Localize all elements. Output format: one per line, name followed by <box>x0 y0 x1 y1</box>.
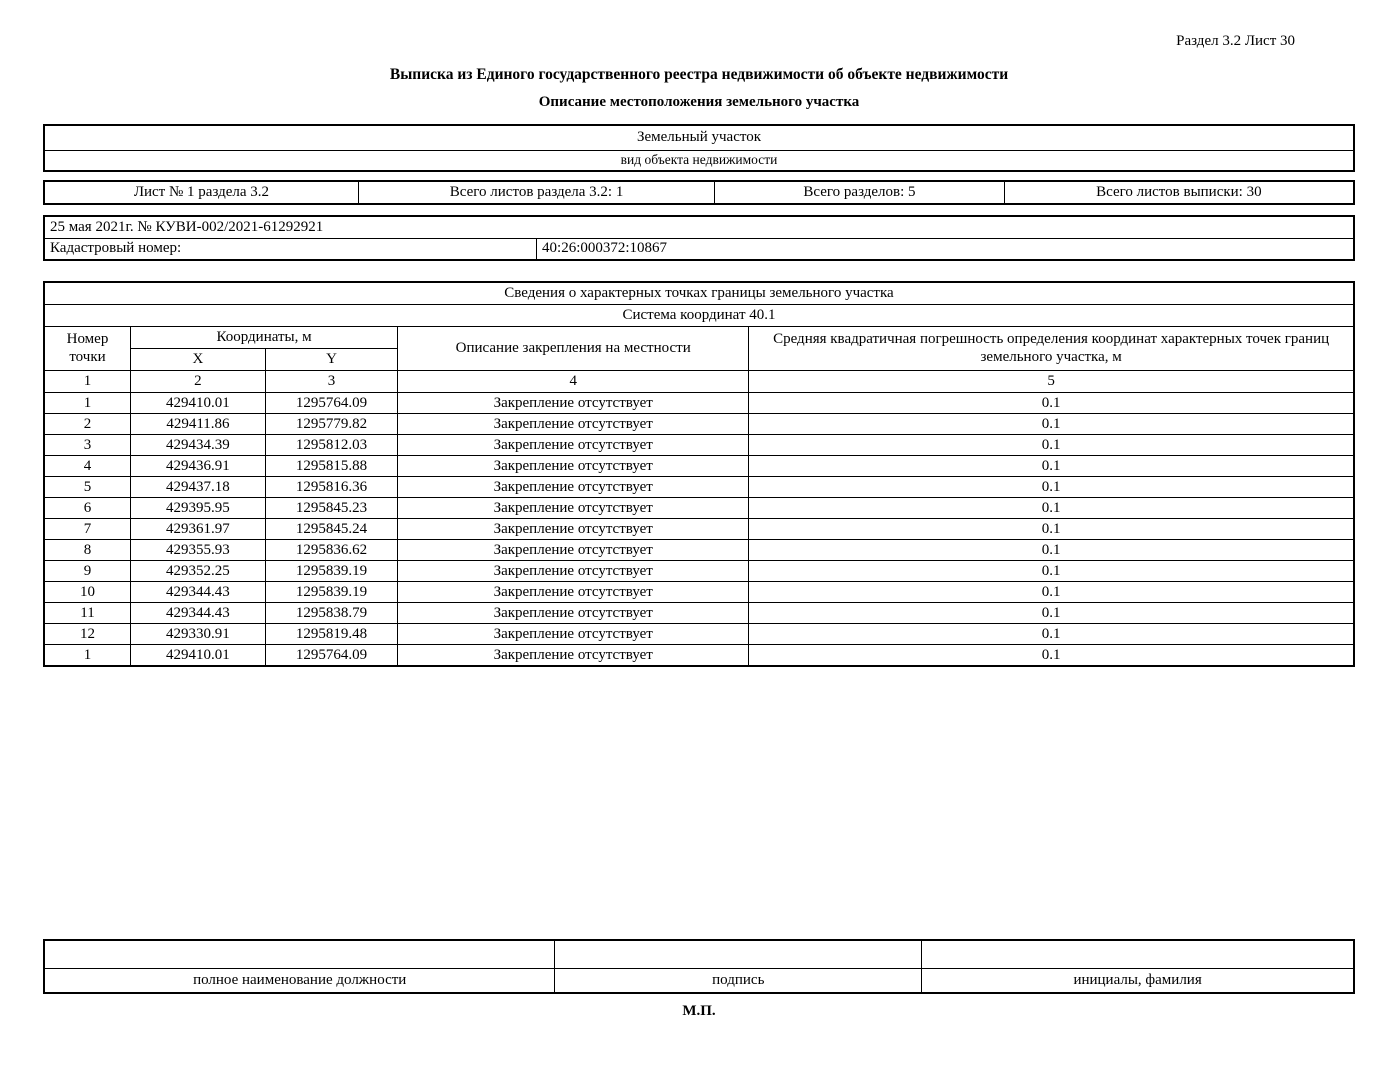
table-cell: 429410.01 <box>130 644 265 666</box>
table-cell: 1295764.09 <box>265 644 397 666</box>
position-label: полное наименование должности <box>44 969 555 993</box>
table-cell: 0.1 <box>749 539 1354 560</box>
coordinate-system-label: Система координат 40.1 <box>44 304 1354 326</box>
table-cell: 11 <box>44 602 130 623</box>
table-cell: 429344.43 <box>130 602 265 623</box>
table-cell: Закрепление отсутствует <box>398 644 749 666</box>
table-cell: 1295845.23 <box>265 497 397 518</box>
table-cell: 1295815.88 <box>265 455 397 476</box>
header-description: Описание закрепления на местности <box>398 326 749 370</box>
table-cell: 10 <box>44 581 130 602</box>
table-cell: Закрепление отсутствует <box>398 455 749 476</box>
table-cell: 0.1 <box>749 623 1354 644</box>
table-cell: 1295839.19 <box>265 581 397 602</box>
table-cell: 5 <box>44 476 130 497</box>
table-cell: 1295819.48 <box>265 623 397 644</box>
initials-label: инициалы, фамилия <box>922 969 1354 993</box>
table-cell: 1295812.03 <box>265 434 397 455</box>
table-row <box>44 602 1354 623</box>
table-cell: 0.1 <box>749 560 1354 581</box>
table-row <box>44 326 1354 348</box>
table-cell: 429344.43 <box>130 581 265 602</box>
table-cell: 1295839.19 <box>265 560 397 581</box>
table-cell: 2 <box>44 413 130 434</box>
table-cell: Закрепление отсутствует <box>398 497 749 518</box>
column-number: 3 <box>265 370 397 392</box>
cadastral-number-value: 40:26:000372:10867 <box>537 238 1354 260</box>
table-cell: 429411.86 <box>130 413 265 434</box>
table-cell: 429436.91 <box>130 455 265 476</box>
table-cell: 1 <box>44 392 130 413</box>
table-cell: 429355.93 <box>130 539 265 560</box>
table-cell: 6 <box>44 497 130 518</box>
table-cell: 4 <box>44 455 130 476</box>
column-number: 4 <box>398 370 749 392</box>
table-cell: Закрепление отсутствует <box>398 392 749 413</box>
table-cell: 8 <box>44 539 130 560</box>
table-row <box>44 434 1354 455</box>
sheet-number-cell: Лист № 1 раздела 3.2 <box>44 181 358 204</box>
table-cell: Закрепление отсутствует <box>398 518 749 539</box>
table-cell: 1295838.79 <box>265 602 397 623</box>
table-row <box>44 560 1354 581</box>
signature-table <box>43 939 1355 994</box>
points-table-title: Сведения о характерных точках границы земельного участка <box>44 282 1354 304</box>
table-cell: 0.1 <box>749 413 1354 434</box>
signature-field <box>555 940 922 969</box>
initials-field <box>922 940 1354 969</box>
table-cell: 0.1 <box>749 644 1354 666</box>
table-cell: 0.1 <box>749 602 1354 623</box>
header-coordinates: Координаты, м <box>130 326 397 348</box>
header-precision: Средняя квадратичная погрешность определения координат характерных точек границ земельного участка, м <box>749 326 1354 370</box>
table-cell: 1295845.24 <box>265 518 397 539</box>
table-cell: Закрепление отсутствует <box>398 476 749 497</box>
header-point-number: Номер точки <box>44 326 130 370</box>
points-table-body <box>44 392 1354 666</box>
column-number: 2 <box>130 370 265 392</box>
boundary-points-table <box>43 281 1355 667</box>
table-row <box>44 623 1354 644</box>
signature-label-row <box>44 969 1354 993</box>
table-cell: 0.1 <box>749 434 1354 455</box>
table-cell: 429352.25 <box>130 560 265 581</box>
table-cell: Закрепление отсутствует <box>398 539 749 560</box>
table-row <box>44 125 1354 150</box>
table-cell: 3 <box>44 434 130 455</box>
table-cell: 1295836.62 <box>265 539 397 560</box>
table-row <box>44 581 1354 602</box>
table-cell: 1295816.36 <box>265 476 397 497</box>
table-cell: 429434.39 <box>130 434 265 455</box>
table-cell: Закрепление отсутствует <box>398 581 749 602</box>
table-row <box>44 476 1354 497</box>
table-row <box>44 304 1354 326</box>
table-cell: 429437.18 <box>130 476 265 497</box>
table-cell: 9 <box>44 560 130 581</box>
column-number: 5 <box>749 370 1354 392</box>
table-row <box>44 392 1354 413</box>
table-row <box>44 150 1354 171</box>
stamp-placeholder: М.П. <box>682 1002 716 1019</box>
table-cell: 0.1 <box>749 455 1354 476</box>
table-cell: 429395.95 <box>130 497 265 518</box>
table-row <box>44 644 1354 666</box>
table-row <box>44 455 1354 476</box>
header-x: X <box>130 348 265 370</box>
total-sheets-section-cell: Всего листов раздела 3.2: 1 <box>358 181 714 204</box>
table-cell: 0.1 <box>749 581 1354 602</box>
table-row <box>44 370 1354 392</box>
table-cell: 1295779.82 <box>265 413 397 434</box>
table-cell: Закрепление отсутствует <box>398 623 749 644</box>
table-row <box>44 282 1354 304</box>
object-type-table <box>43 124 1355 172</box>
table-cell: 0.1 <box>749 518 1354 539</box>
table-row <box>44 497 1354 518</box>
table-cell: 429361.97 <box>130 518 265 539</box>
table-row <box>44 181 1354 204</box>
document-info-table <box>43 215 1355 261</box>
sheets-info-table <box>43 180 1355 205</box>
table-row <box>44 216 1354 238</box>
cadastral-number-label: Кадастровый номер: <box>44 238 537 260</box>
table-row <box>44 518 1354 539</box>
column-number: 1 <box>44 370 130 392</box>
document-date-number: 25 мая 2021г. № КУВИ-002/2021-61292921 <box>44 216 1354 238</box>
table-cell: 0.1 <box>749 497 1354 518</box>
signature-empty-row <box>44 940 1354 969</box>
table-row <box>44 413 1354 434</box>
total-sheets-extract-cell: Всего листов выписки: 30 <box>1004 181 1354 204</box>
table-row <box>44 238 1354 260</box>
table-cell: Закрепление отсутствует <box>398 560 749 581</box>
table-cell: 1 <box>44 644 130 666</box>
table-cell: Закрепление отсутствует <box>398 413 749 434</box>
table-cell: 12 <box>44 623 130 644</box>
object-type-label: вид объекта недвижимости <box>44 150 1354 171</box>
document-title: Выписка из Единого государственного реестра недвижимости об объекте недвижимости <box>389 66 1009 83</box>
table-cell: 0.1 <box>749 392 1354 413</box>
table-cell: 7 <box>44 518 130 539</box>
position-field <box>44 940 555 969</box>
table-cell: Закрепление отсутствует <box>398 602 749 623</box>
total-sections-cell: Всего разделов: 5 <box>715 181 1005 204</box>
signature-label: подпись <box>555 969 922 993</box>
section-sheet-label: Раздел 3.2 Лист 30 <box>1176 33 1295 49</box>
table-cell: 0.1 <box>749 476 1354 497</box>
table-cell: 429410.01 <box>130 392 265 413</box>
table-cell: Закрепление отсутствует <box>398 434 749 455</box>
table-row <box>44 539 1354 560</box>
table-cell: 1295764.09 <box>265 392 397 413</box>
table-cell: 429330.91 <box>130 623 265 644</box>
header-y: Y <box>265 348 397 370</box>
object-type-value: Земельный участок <box>44 125 1354 150</box>
document-subtitle: Описание местоположения земельного участка <box>538 94 860 110</box>
